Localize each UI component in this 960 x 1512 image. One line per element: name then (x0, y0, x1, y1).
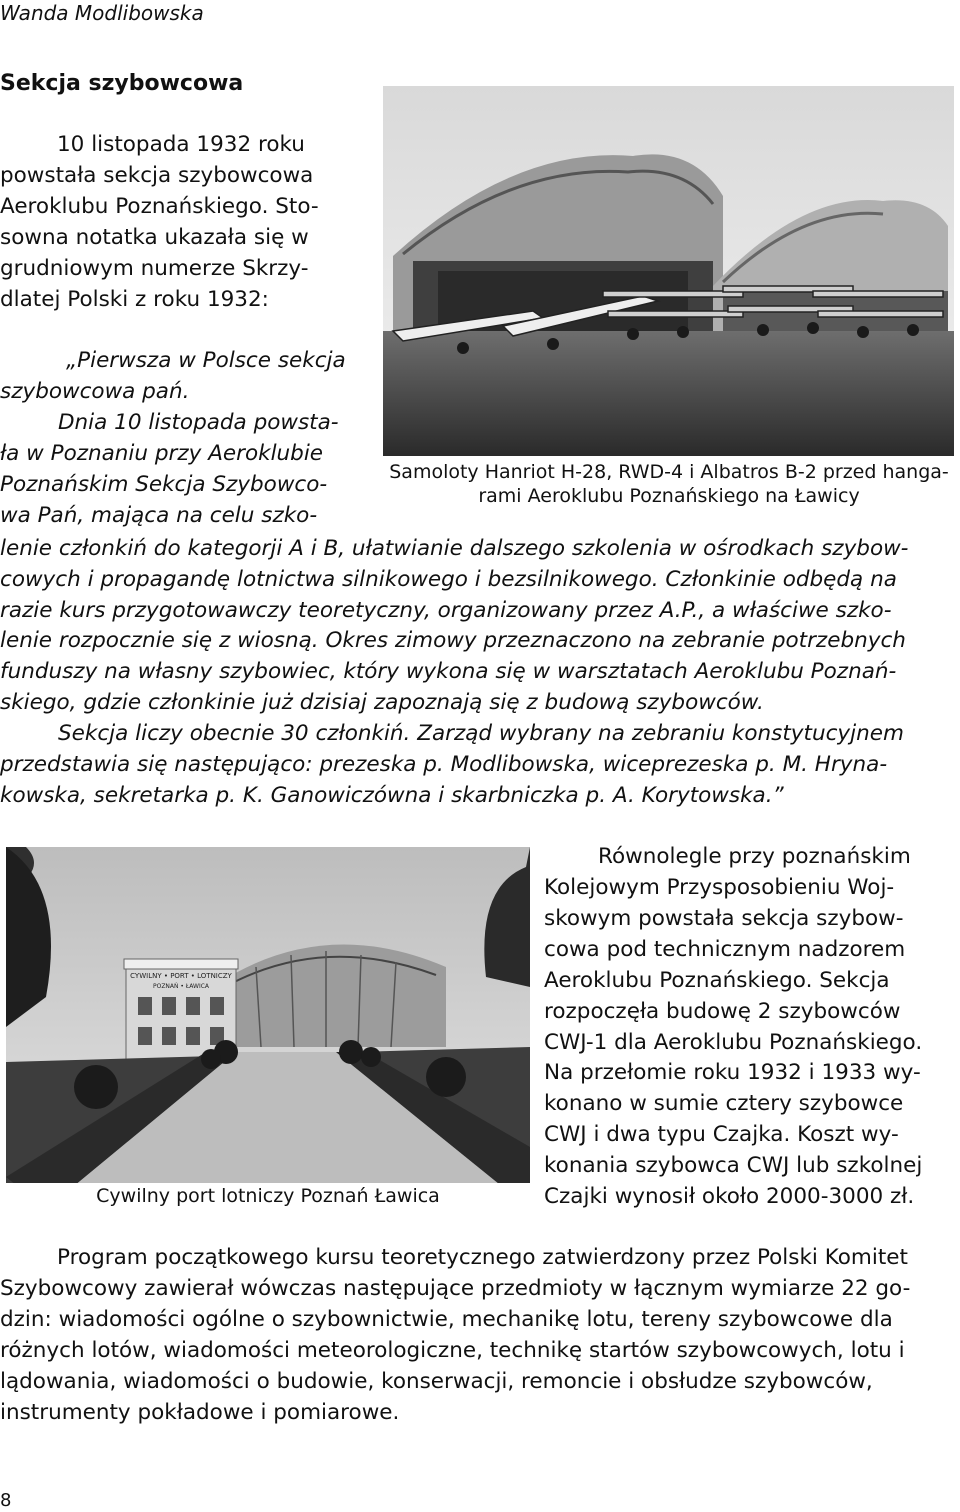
quote-line-3: Dnia 10 listopada powsta- (58, 410, 339, 435)
caption-planes-line-1: Samoloty Hanriot H-28, RWD-4 i Albatros B-2 przed hanga- (389, 461, 949, 483)
intro-line-6: dlatej Polski z roku 1932: (0, 287, 269, 312)
intro-line-3: Aeroklubu Poznańskiego. Sto- (0, 194, 319, 219)
airport-building-illustration (6, 847, 530, 1209)
airport-sign-line-1: CYWILNY • PORT • LOTNICZY (130, 972, 232, 980)
program-line-6: instrumenty pokładowe i pomiarowe. (0, 1400, 400, 1425)
railway-line-7: CWJ-1 dla Aeroklubu Poznańskiego. (544, 1030, 923, 1055)
railway-line-12: Czajki wynosił około 2000-3000 zł. (544, 1184, 915, 1209)
intro-line-1: 10 listopada 1932 roku (57, 132, 305, 157)
railway-line-4: cowa pod technicznym nadzorem (544, 937, 906, 962)
intro-line-2: powstała sekcja szybowcowa (0, 163, 314, 188)
quote-line-4: ła w Poznaniu przy Aeroklubie (0, 441, 324, 466)
quote-line-15: kowska, sekretarka p. K. Ganowiczówna i skarbniczka p. A. Korytowska.” (0, 783, 784, 808)
quote-line-9: razie kurs przygotowawczy teoretyczny, organizowany przez A.P., a właściwe szko- (0, 598, 892, 623)
railway-line-5: Aeroklubu Poznańskiego. Sekcja (544, 968, 890, 993)
railway-line-1: Równolegle przy poznańskim (598, 844, 911, 869)
section-title: Sekcja szybowcowa (0, 71, 244, 96)
railway-line-8: Na przełomie roku 1932 i 1933 wy- (544, 1060, 921, 1085)
quote-line-2: szybowcowa pań. (0, 379, 190, 404)
caption-planes-line-2: rami Aeroklubu Poznańskiego na Ławicy (478, 485, 860, 507)
railway-line-3: skowym powstała sekcja szybow- (544, 906, 904, 931)
railway-line-9: konano w sumie cztery szybowce (544, 1091, 904, 1116)
quote-line-5: Poznańskim Sekcja Szybowco- (0, 472, 328, 497)
hangars-planes-photo (383, 86, 954, 456)
airport-sign-line-2: POZNAŃ • ŁAWICA (152, 983, 210, 990)
page-number: 8 (0, 1490, 12, 1511)
railway-line-6: rozpoczęła budowę 2 szybowców (544, 999, 901, 1024)
railway-line-10: CWJ i dwa typu Czajka. Koszt wy- (544, 1122, 899, 1147)
railway-line-11: konania szybowca CWJ lub szkolnej (544, 1153, 923, 1178)
quote-line-11: funduszy na własny szybowiec, który wykona się w warsztatach Aeroklubu Poznań- (0, 659, 897, 684)
railway-line-2: Kolejowym Przysposobieniu Woj- (544, 875, 895, 900)
running-header-author: Wanda Modlibowska (0, 1, 204, 25)
quote-line-6: wa Pań, mająca na celu szko- (0, 503, 318, 528)
hangars-planes-illustration (383, 86, 954, 456)
intro-line-4: sowna notatka ukazała się w (0, 225, 309, 250)
program-line-3: dzin: wiadomości ogólne o szybownictwie, mechanikę lotu, tereny szybowcowe dla (0, 1307, 893, 1332)
program-line-1: Program początkowego kursu teoretycznego zatwierdzony przez Polski Komitet (57, 1245, 908, 1270)
quote-line-10: lenie rozpocznie się z wiosną. Okres zimowy przeznaczono na zebranie potrzebnych (0, 628, 906, 653)
program-line-5: lądowania, wiadomości o budowie, konserwacji, remoncie i obsłudze szybowców, (0, 1369, 873, 1394)
quote-line-8: cowych i propagandę lotnictwa silnikowego i bezsilnikowego. Członkinie odbędą na (0, 567, 897, 592)
airport-building-photo (6, 847, 530, 1209)
quote-line-7: lenie członkiń do kategorji A i B, ułatwianie dalszego szkolenia w ośrodkach szybow- (0, 536, 909, 561)
quote-line-14: przedstawia się następująco: prezeska p. Modlibowska, wiceprezeska p. M. Hryna- (0, 752, 888, 777)
intro-line-5: grudniowym numerze Skrzy- (0, 256, 309, 281)
program-line-2: Szybowcowy zawierał wówczas następujące przedmioty w łącznym wymiarze 22 go- (0, 1276, 911, 1301)
figure-caption-airport: Cywilny port lotniczy Poznań Ławica (6, 1183, 530, 1209)
figure-caption-planes (383, 460, 955, 508)
quote-line-1: „Pierwsza w Polsce sekcja (66, 348, 346, 373)
program-line-4: różnych lotów, wiadomości meteorologiczne, technikę startów szybowcowych, lotu i (0, 1338, 905, 1363)
quote-line-13: Sekcja liczy obecnie 30 członkiń. Zarząd wybrany na zebraniu konstytucyjnem (58, 721, 904, 746)
quote-line-12: skiego, gdzie członkinie już dzisiaj zapoznają się z budową szybowców. (0, 690, 764, 715)
